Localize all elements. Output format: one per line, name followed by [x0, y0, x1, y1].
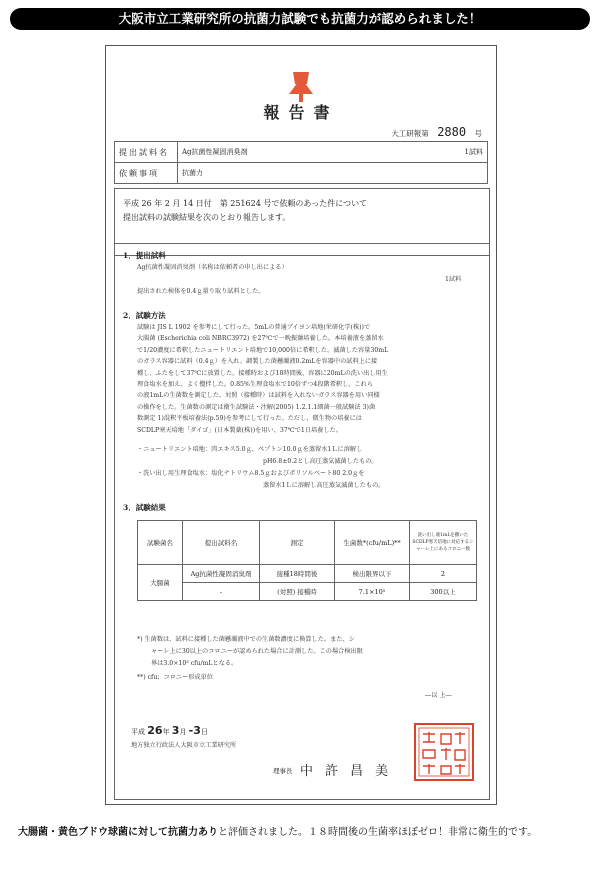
sec2-text	[137, 322, 487, 436]
banner: 大阪市立工業研究所の抗菌力試験でも抗菌力が認められました！	[10, 8, 590, 30]
table-cell: Ag抗菌性凝固消臭剤	[183, 565, 260, 583]
table-cell: 2	[410, 565, 477, 583]
sec2-line: 理食塩水を加え、よく攪拌した。0.85%生理食塩水で10倍ずつ4段階希釈し、これら	[137, 381, 374, 389]
sec2-line: で1/20濃度に希釈したニュートリエント培地で10,000倍に希釈した。滅菌した容量30mL	[137, 346, 389, 354]
sec2-line: のガラス容器に試料（0.4ｇ）を入れ、調製した菌懸濁液0.2mLを容器中の試料上に接	[137, 358, 378, 366]
chief-label: 理事長	[273, 767, 293, 775]
table-cell: 検出限界以下	[335, 565, 410, 583]
date-day: -3	[188, 724, 201, 737]
date-y: 年	[162, 728, 170, 736]
date-m: 月	[179, 728, 187, 736]
request-label: 依頼事項	[115, 163, 178, 184]
sec1-line1: Ag抗菌性凝固消臭剤（名称は依頼者の申し出による）	[137, 264, 288, 271]
sec1-count: 1試料	[445, 276, 462, 283]
sec1-line2: 提出された検体を0.4ｇ量り取り試料とした。	[137, 288, 265, 295]
sample-count: 1試料	[464, 148, 483, 156]
official-seal-icon	[413, 722, 475, 782]
report-ref	[391, 125, 482, 139]
sample-value	[178, 142, 488, 163]
medium1: ・ニュートリエント培地：肉エキス5.0ｇ、ペプトン10.0ｇを蒸留水1Ｌに溶解し	[137, 446, 363, 453]
report-title: 報告書	[263, 103, 339, 122]
note1b: ャーレ上に30以上のコロニーが認められた場合に計測した。この場合検出限	[151, 648, 363, 655]
end-mark: ―以 上―	[425, 692, 452, 699]
chief-name: 中許昌美	[300, 764, 401, 779]
request-value: 抗菌力	[178, 163, 488, 184]
table-cell: (対照) 接種時	[260, 583, 335, 601]
sample-label: 提出試料名	[115, 142, 178, 163]
report-document	[105, 45, 497, 805]
sec3-title: 3．試験結果	[123, 503, 166, 512]
intro-line1: 平成 26 年 2 月 14 日付 第 251624 号で依頼のあった件について	[123, 199, 368, 208]
note1: *) 生菌数は、試料に接種した菌懸濁液中での生菌数濃度に換算した。また、シ	[137, 636, 355, 643]
table-cell: -	[183, 583, 260, 601]
intro-line2: 提出試料の試験結果を次のとおり報告します。	[123, 213, 291, 222]
table-header: 洗い出し液1mLを撒いたSCDLP寒天培地に対応するシャーレ上にあるコロニー数	[410, 521, 477, 565]
sec2-line: の液1mLの生菌数を測定した。対照（接種時）は試料を入れないガラス容器を用い同様	[137, 392, 380, 400]
sec2-line: 試験は JIS L 1902 を参考にして行った。5mLの普通ブイヨン培地(栄研化学(株))で	[137, 324, 371, 331]
sec2-line: 種し、ふたをして37℃に放置した。接種時および18時間後、容器に20mLの洗い出し用生	[137, 369, 388, 377]
sec2-title: 2．試験方法	[123, 311, 166, 320]
institute: 地方独立行政法人大阪市立工業研究所	[131, 742, 237, 749]
date-d: 日	[200, 728, 208, 736]
note1c: 界は3.0×10³ cfu/mLとなる。	[151, 660, 238, 667]
report-date	[131, 724, 208, 737]
report-body	[114, 243, 490, 800]
table-cell: 7.1×10⁵	[335, 583, 410, 601]
note2: **) cfu；コロニー形成単位	[137, 674, 213, 681]
medium2b: 蒸留水1Ｌに溶解し高圧蒸気滅菌したもの。	[263, 482, 385, 489]
date-month: 3	[171, 724, 180, 737]
medium2: ・洗い出し用生理食塩水：塩化ナトリウム8.5ｇおよびポリソルベート80 2.0ｇを	[137, 470, 365, 477]
caption	[18, 824, 578, 842]
caption-rest: と評価されました。１８時間後の生菌率ほぼゼロ！非常に衛生的です。	[218, 827, 538, 838]
table-header: 測定	[260, 521, 335, 565]
caption-bold: 大腸菌・黄色ブドウ球菌に対して抗菌力あり	[18, 827, 218, 838]
medium1b: pH6.8±0.2とし高圧蒸気滅菌したもの。	[263, 458, 378, 465]
table-header: 試験菌名	[138, 521, 183, 565]
table-cell: 大腸菌	[138, 565, 183, 601]
table-header: 生菌数*(cfu/mL)**	[335, 521, 410, 565]
ref-label: 大工研報第	[391, 129, 429, 138]
table-cell: 接種18時間後	[260, 565, 335, 583]
sample-value-text: Ag抗菌性凝固消臭剤	[182, 148, 248, 156]
ref-suffix: 号	[474, 129, 482, 138]
sec2-line: 大腸菌 (Escherichia coli NBRC3972) を27℃で一晩振盪培養した。本培養液を蒸留水	[137, 335, 384, 343]
date-year: 26	[147, 724, 163, 737]
date-prefix: 平成	[131, 728, 145, 736]
table-cell: 300以上	[410, 583, 477, 601]
table-header: 提出試料名	[183, 521, 260, 565]
sec2-line: の操作をした。生菌数の測定は衛生試験法・注解(2005) 1.2.1.1細菌一般試験法 3)菌	[137, 403, 376, 411]
results-table	[137, 520, 477, 601]
sec2-line: SCDLP寒天培地「ダイゴ」(日本製薬(株))を用い、37℃で1日培養した。	[137, 426, 342, 434]
sec1-title: 1．提出試料	[123, 251, 166, 260]
header-table	[114, 141, 488, 184]
ref-number: 2880	[437, 125, 467, 139]
sec2-line: 数測定 1)混釈平板培養法(p.59)を参考にして行った。ただし、微生物の培養には	[137, 415, 362, 423]
